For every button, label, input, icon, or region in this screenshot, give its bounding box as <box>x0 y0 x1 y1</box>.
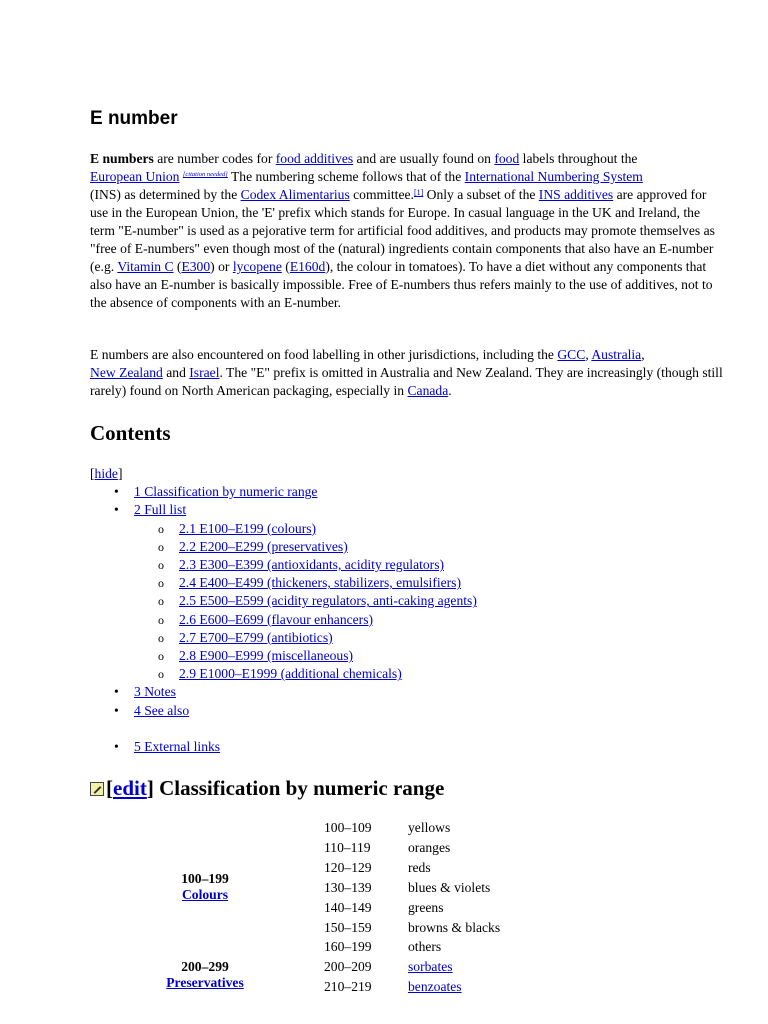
link-gcc[interactable]: GCC <box>557 347 586 362</box>
group-range: 100–199 <box>181 871 229 886</box>
text: ), the colour in tomatoes). To have a diet without any components that also have an E-number is basically impossible. Free of E-numbers thus refers mainly to the use of additives, not to the absence of components with an E-number. <box>90 259 713 310</box>
table-row-desc: yellows <box>408 820 451 835</box>
toc-link-2-1[interactable]: 2.1 E100–E199 (colours) <box>179 520 317 536</box>
toc-link-2-4[interactable]: 2.4 E400–E499 (thickeners, stabilizers, emulsifiers) <box>179 575 461 591</box>
toc-link-2-6[interactable]: 2.6 E600–E699 (flavour enhancers) <box>179 611 374 627</box>
link-australia[interactable]: Australia <box>591 347 642 362</box>
group-colours <box>140 871 270 903</box>
toc-link-external-links[interactable]: 5 External links <box>134 738 221 754</box>
toc-link-2-3[interactable]: 2.3 E300–E399 (antioxidants, acidity regulators) <box>179 557 445 573</box>
text: and are usually found on <box>353 151 495 166</box>
text: E numbers are also encountered on food labelling in other jurisdictions, including the <box>90 347 558 362</box>
table-row-desc: greens <box>408 900 444 915</box>
link-vitamin-c[interactable]: Vitamin C <box>117 259 174 274</box>
hide-link[interactable]: hide <box>94 466 118 481</box>
toc-link-full-list[interactable]: 2 Full list <box>134 502 187 518</box>
text: labels throughout the <box>519 151 638 166</box>
toc-link-notes[interactable]: 3 Notes <box>134 684 176 700</box>
table-row-desc: others <box>408 939 442 954</box>
table-row-range: 150–159 <box>324 920 372 935</box>
edit-link[interactable]: edit <box>113 776 147 800</box>
link-codex[interactable]: Codex Alimentarius <box>240 187 350 202</box>
text: ) or <box>210 259 233 274</box>
toc-link-2-5[interactable]: 2.5 E500–E599 (acidity regulators, anti-caking agents) <box>179 593 477 609</box>
citation-needed-link[interactable]: [citation needed] <box>182 171 228 178</box>
table-row-range: 100–109 <box>324 820 372 835</box>
text: Only a subset of the <box>423 187 539 202</box>
group-range: 200–299 <box>181 959 229 974</box>
group-preservatives <box>140 959 270 991</box>
toc-link-see-also[interactable]: 4 See also <box>134 702 190 718</box>
group-link-colours[interactable]: Colours <box>181 887 229 902</box>
text: ( <box>281 259 290 274</box>
text: . The "E" prefix is omitted in Australia and New Zealand. They are increasingly (though still rarely) found on North American packaging, especially in <box>90 365 723 398</box>
contents-heading: Contents <box>90 421 171 445</box>
toc-link-2-8[interactable]: 2.8 E900–E999 (miscellaneous) <box>179 648 354 664</box>
toc-link-2-2[interactable]: 2.2 E200–E299 (preservatives) <box>179 538 348 554</box>
table-row-range: 200–209 <box>324 959 372 974</box>
text: committee. <box>349 187 414 202</box>
text: are number codes for <box>153 151 276 166</box>
text: , <box>641 347 645 362</box>
text: , <box>585 347 592 362</box>
table-row-range: 130–139 <box>324 880 372 895</box>
page-title: E number <box>90 108 178 129</box>
table-row-desc-link[interactable]: sorbates <box>408 959 453 974</box>
table-row-desc: browns & blacks <box>408 920 501 935</box>
bracket: [ <box>90 466 95 481</box>
link-e300[interactable]: E300 <box>181 259 211 274</box>
link-food[interactable]: food <box>494 151 520 166</box>
table-row-desc: reds <box>408 860 431 875</box>
link-ins-additives[interactable]: INS additives <box>538 187 614 202</box>
text: . <box>448 383 452 398</box>
link-food-additives[interactable]: food additives <box>275 151 354 166</box>
text: (INS) as determined by the <box>90 187 241 202</box>
section-title: Classification by numeric range <box>153 776 445 800</box>
text: are approved for use in the European Union, the 'E' prefix which stands for Europe. In casual language in the UK and Ireland, the term "E-number" is used as a pejorative term for artificial food additives, and products may promote themselves as "free of E-numbers" even though most of the (natural) ingredients contain components that also have an E-number (e.g. <box>90 187 715 274</box>
table-row-range: 210–219 <box>324 979 372 994</box>
text: and <box>162 365 190 380</box>
text: The numbering scheme follows that of the <box>227 169 465 184</box>
link-canada[interactable]: Canada <box>407 383 449 398</box>
link-e160d[interactable]: E160d <box>289 259 326 274</box>
toc-link-2-7[interactable]: 2.7 E700–E799 (antibiotics) <box>179 629 333 645</box>
bracket: ] <box>117 466 123 481</box>
table-row-range: 140–149 <box>324 900 372 915</box>
link-israel[interactable]: Israel <box>189 365 220 380</box>
footnote-1-link[interactable]: [1] <box>413 188 424 197</box>
table-row-range: 120–129 <box>324 860 372 875</box>
toc-link-2-9[interactable]: 2.9 E1000–E1999 (additional chemicals) <box>179 666 402 682</box>
text: ( <box>173 259 182 274</box>
intro-bold-term: E numbers <box>90 151 154 166</box>
table-row-range: 160–199 <box>324 939 372 954</box>
toc-link-classification[interactable]: 1 Classification by numeric range <box>134 484 318 500</box>
link-ins[interactable]: International Numbering System <box>464 169 643 184</box>
link-new-zealand[interactable]: New Zealand <box>90 365 163 380</box>
table-row-range: 110–119 <box>324 840 371 855</box>
table-row-desc: oranges <box>408 840 451 855</box>
table-row-desc: blues & violets <box>408 880 491 895</box>
bracket: [ <box>106 776 113 800</box>
bracket: ] <box>146 776 154 800</box>
link-lycopene[interactable]: lycopene <box>232 259 282 274</box>
table-row-desc-link[interactable]: benzoates <box>408 979 462 994</box>
group-link-preservatives[interactable]: Preservatives <box>166 975 244 990</box>
link-european-union[interactable]: European Union <box>90 169 180 184</box>
